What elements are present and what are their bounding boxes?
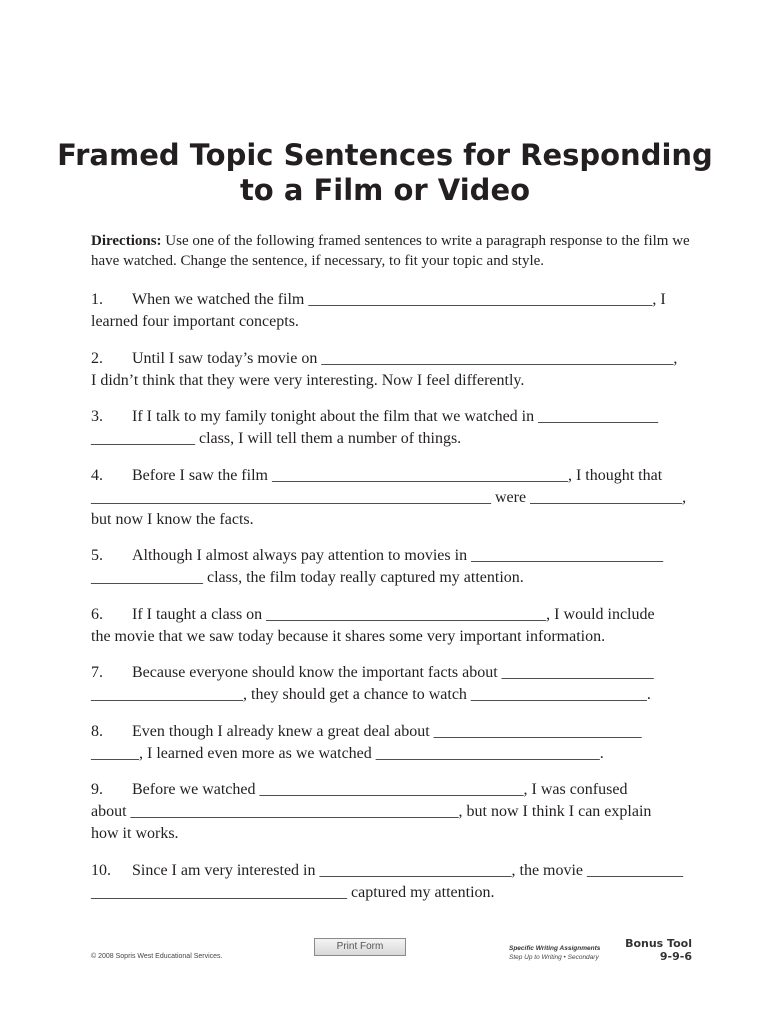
title-line-1: Framed Topic Sentences for Responding <box>57 138 713 172</box>
prompt-text: Because everyone should know the important facts about ___________________ <box>132 664 654 681</box>
prompt-line: but now I know the facts. <box>91 511 254 528</box>
prompt-item-7 <box>91 662 691 706</box>
prompt-number: 3. <box>91 408 103 425</box>
directions-text: Use one of the following framed sentences to write a paragraph response to the film we have watched. Change the sentence, if necessary, to fit your topic and style. <box>91 233 690 269</box>
prompt-item-2 <box>91 348 691 392</box>
tool-label: Bonus Tool <box>625 937 692 950</box>
prompt-line: _____________ class, I will tell them a number of things. <box>91 430 462 447</box>
series-title: Specific Writing Assignments <box>509 945 601 952</box>
prompt-line <box>91 545 691 567</box>
prompt-number: 2. <box>91 350 103 367</box>
prompt-line: the movie that we saw today because it shares some very important information. <box>91 628 606 645</box>
prompt-item-4 <box>91 465 691 531</box>
prompt-item-5 <box>91 545 691 589</box>
prompt-line <box>91 662 691 684</box>
series-subtitle: Step Up to Writing • Secondary <box>509 954 599 961</box>
directions-label: Directions: <box>91 233 162 249</box>
prompt-line: ________________________________ captured my attention. <box>91 884 495 901</box>
prompt-text: If I taught a class on ___________________________________, I would include <box>132 606 655 623</box>
prompt-item-8 <box>91 721 691 765</box>
prompt-number: 8. <box>91 723 103 740</box>
prompt-line <box>91 779 691 801</box>
prompt-text: If I talk to my family tonight about the film that we watched in _______________ <box>132 408 659 425</box>
prompt-text: Even though I already knew a great deal about __________________________ <box>132 723 642 740</box>
prompt-line <box>91 721 691 743</box>
prompt-line: ______, I learned even more as we watched ____________________________. <box>91 745 604 762</box>
prompt-number: 5. <box>91 547 103 564</box>
prompt-line <box>91 860 691 882</box>
prompt-line: I didn’t think that they were very interesting. Now I feel differently. <box>91 372 525 389</box>
prompt-number: 6. <box>91 606 103 623</box>
prompt-line: __________________________________________________ were ___________________, <box>91 489 687 506</box>
prompt-line <box>91 604 691 626</box>
page-title <box>0 138 770 208</box>
prompt-number: 10. <box>91 862 111 879</box>
prompt-line: ______________ class, the film today really captured my attention. <box>91 569 524 586</box>
bonus-tool-label <box>622 937 692 963</box>
prompt-item-3 <box>91 406 691 450</box>
prompt-line <box>91 465 691 487</box>
prompt-text: When we watched the film ___________________________________________, I <box>132 291 666 308</box>
prompt-number: 7. <box>91 664 103 681</box>
prompt-line: learned four important concepts. <box>91 313 299 330</box>
prompt-line: about _________________________________________, but now I think I can explain <box>91 803 652 820</box>
directions <box>91 231 691 271</box>
prompt-line <box>91 289 691 311</box>
prompt-item-1 <box>91 289 691 333</box>
prompt-line: ___________________, they should get a chance to watch ______________________. <box>91 686 651 703</box>
prompt-text: Since I am very interested in ________________________, the movie ____________ <box>132 862 684 879</box>
prompt-item-10 <box>91 860 691 904</box>
prompt-text: Before I saw the film _____________________________________, I thought that <box>132 467 663 484</box>
prompt-line <box>91 406 691 428</box>
prompt-number: 1. <box>91 291 103 308</box>
tool-number: 9-9-6 <box>659 950 692 963</box>
print-form-button[interactable]: Print Form <box>314 938 406 956</box>
prompt-text: Before we watched _________________________________, I was confused <box>132 781 628 798</box>
prompt-number: 4. <box>91 467 103 484</box>
prompt-line: how it works. <box>91 825 179 842</box>
copyright-notice: © 2008 Sopris West Educational Services. <box>91 953 223 960</box>
prompt-text: Although I almost always pay attention to movies in ________________________ <box>132 547 664 564</box>
prompt-item-9 <box>91 779 691 845</box>
series-info <box>509 944 619 962</box>
prompt-line <box>91 348 691 370</box>
prompt-text: Until I saw today’s movie on ____________________________________________, <box>132 350 678 367</box>
prompt-item-6 <box>91 604 691 648</box>
prompt-number: 9. <box>91 781 103 798</box>
title-line-2: to a Film or Video <box>239 173 531 207</box>
